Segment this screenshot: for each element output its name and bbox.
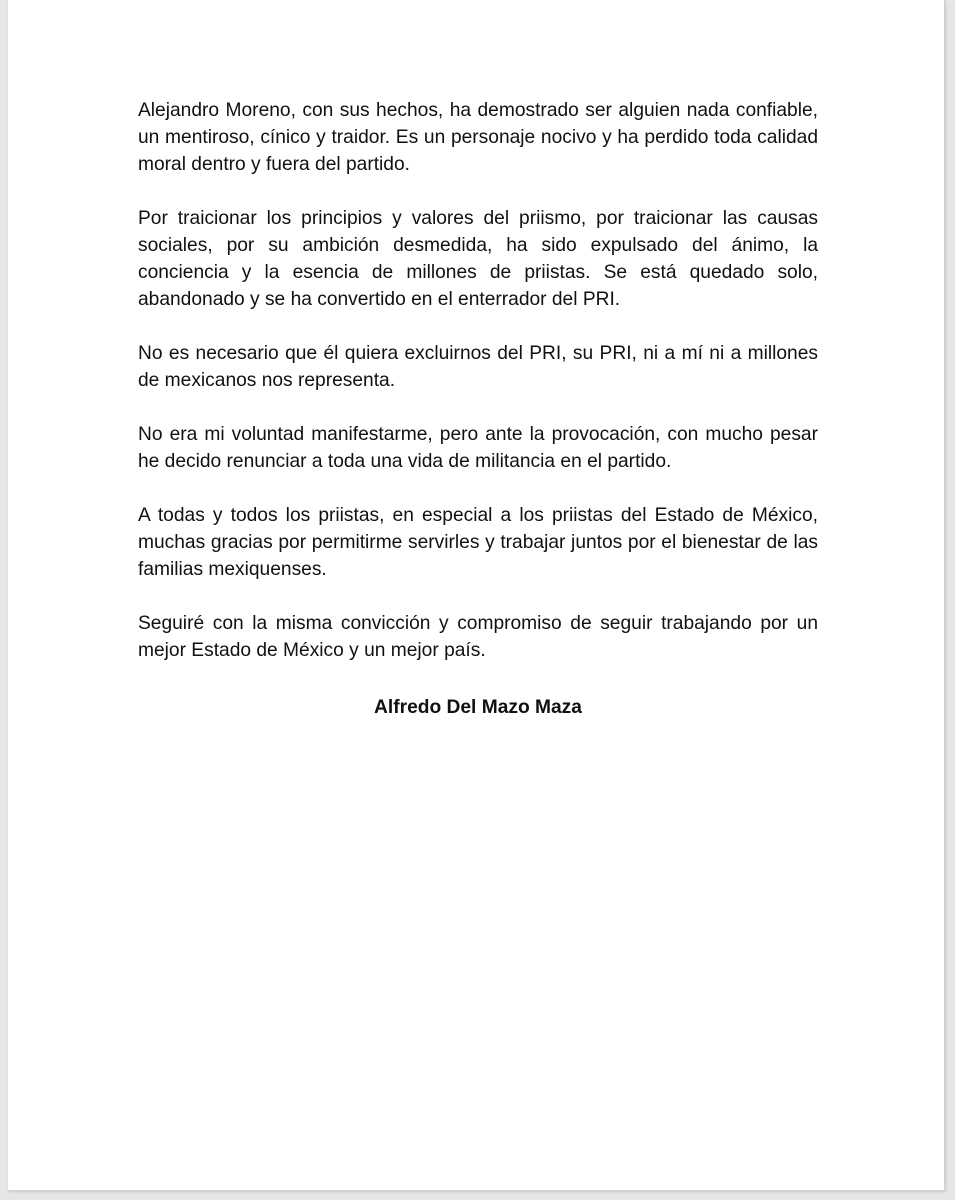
letter-body: [138, 97, 818, 721]
signature-name: Alfredo Del Mazo Maza: [374, 697, 582, 718]
paragraph-4: No era mi voluntad manifestarme, pero ante la provocación, con mucho pesar he decido renunciar a toda una vida de militancia en el partido.: [138, 424, 818, 472]
paragraph-1: Alejandro Moreno, con sus hechos, ha demostrado ser alguien nada confiable, un mentiroso, cínico y traidor. Es un personaje nocivo y ha perdido toda calidad moral dentro y fuera del partido.: [138, 100, 818, 175]
paragraph-3: No es necesario que él quiera excluirnos del PRI, su PRI, ni a mí ni a millones de mexicanos nos representa.: [138, 343, 818, 391]
paragraph-5: A todas y todos los priistas, en especial a los priistas del Estado de México, muchas gracias por permitirme servirles y trabajar juntos por el bienestar de las familias mexiquenses.: [138, 505, 818, 580]
paragraph-6: Seguiré con la misma convicción y compromiso de seguir trabajando por un mejor Estado de México y un mejor país.: [138, 613, 818, 661]
document-page: [8, 0, 945, 1191]
paragraph-2: Por traicionar los principios y valores del priismo, por traicionar las causas sociales, por su ambición desmedida, ha sido expulsado del ánimo, la conciencia y la esencia de millones de priistas. Se está quedado solo, abandonado y se ha convertido en el enterrador del PRI.: [138, 208, 818, 310]
